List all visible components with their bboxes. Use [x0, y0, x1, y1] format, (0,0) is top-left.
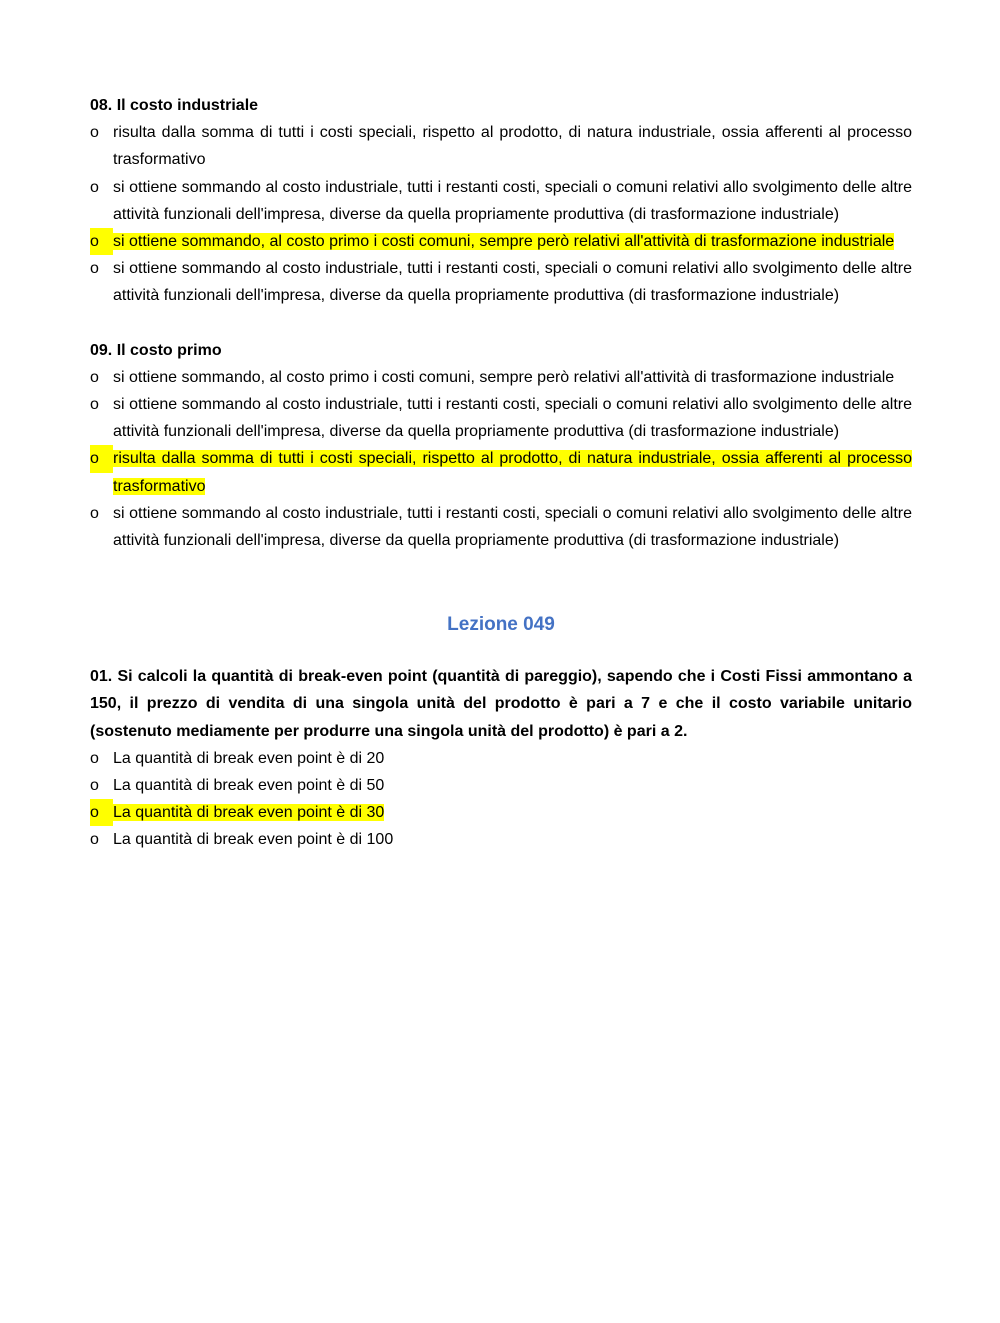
option-text: si ottiene sommando, al costo primo i costi comuni, sempre però relativi all'attività di trasformazione industriale: [113, 368, 895, 386]
question-08-options: [90, 119, 912, 309]
option-item: [90, 826, 912, 853]
bullet-icon: o: [90, 777, 99, 795]
option-item-correct: [90, 228, 912, 255]
bullet-icon: o: [90, 124, 99, 142]
option-text-highlighted: La quantità di break even point è di 30: [113, 804, 385, 822]
option-text: si ottiene sommando al costo industriale, tutti i restanti costi, speciali o comuni relativi allo svolgimento delle altre attività funzionali dell'impresa, diverse da quella propriamente produttiva (di trasformazione industriale): [113, 178, 912, 223]
bullet-icon: o: [90, 749, 99, 767]
option-item: [90, 255, 912, 309]
option-text: La quantità di break even point è di 20: [113, 749, 385, 767]
option-item: [90, 364, 912, 391]
option-item-correct: [90, 799, 912, 826]
bullet-icon: o: [90, 445, 113, 472]
option-item: [90, 745, 912, 772]
question-01: [90, 663, 912, 853]
bullet-icon: o: [90, 260, 99, 278]
bullet-icon: o: [90, 368, 99, 386]
bullet-icon: o: [90, 831, 99, 849]
option-text-highlighted: risulta dalla somma di tutti i costi speciali, rispetto al prodotto, di natura industriale, ossia afferenti al processo trasformativo: [113, 450, 912, 495]
question-01-options: [90, 745, 912, 854]
question-09: [90, 337, 912, 555]
option-text: si ottiene sommando al costo industriale, tutti i restanti costi, speciali o comuni relativi allo svolgimento delle altre attività funzionali dell'impresa, diverse da quella propriamente produttiva (di trasformazione industriale): [113, 260, 912, 305]
question-01-title: 01. Si calcoli la quantità di break-even point (quantità di pareggio), sapendo che i Costi Fissi ammontano a 150, il prezzo di vendita di una singola unità del prodotto è pari a 7 e che il costo variabile unitario (sostenuto mediamente per produrre una singola unità del prodotto) è pari a 2.: [90, 668, 912, 740]
question-08-title: 08. Il costo industriale: [90, 97, 259, 114]
option-text: si ottiene sommando al costo industriale, tutti i restanti costi, speciali o comuni relativi allo svolgimento delle altre attività funzionali dell'impresa, diverse da quella propriamente produttiva (di trasformazione industriale): [113, 504, 912, 550]
bullet-icon: o: [90, 799, 113, 826]
option-item: [90, 174, 912, 228]
bullet-icon: o: [90, 228, 113, 255]
question-09-title: 09. Il costo primo: [90, 341, 222, 359]
option-item: [90, 119, 912, 173]
option-text: risulta dalla somma di tutti i costi speciali, rispetto al prodotto, di natura industriale, ossia afferenti al processo trasformativo: [113, 124, 912, 169]
option-item: [90, 500, 912, 554]
option-item-correct: [90, 445, 912, 499]
lesson-heading: Lezione 049: [447, 614, 555, 636]
question-08: [90, 92, 912, 310]
option-item: [90, 391, 912, 445]
bullet-icon: o: [90, 178, 99, 196]
page-content: [90, 92, 912, 854]
bullet-icon: o: [90, 504, 99, 522]
option-text: La quantità di break even point è di 100: [113, 831, 394, 849]
question-09-options: [90, 364, 912, 554]
option-text-highlighted: si ottiene sommando, al costo primo i costi comuni, sempre però relativi all'attività di trasformazione industriale: [113, 233, 895, 251]
option-item: [90, 772, 912, 799]
option-text: si ottiene sommando al costo industriale, tutti i restanti costi, speciali o comuni relativi allo svolgimento delle altre attività funzionali dell'impresa, diverse da quella propriamente produttiva (di trasformazione industriale): [113, 396, 912, 441]
option-text: La quantità di break even point è di 50: [113, 777, 385, 795]
bullet-icon: o: [90, 396, 99, 414]
